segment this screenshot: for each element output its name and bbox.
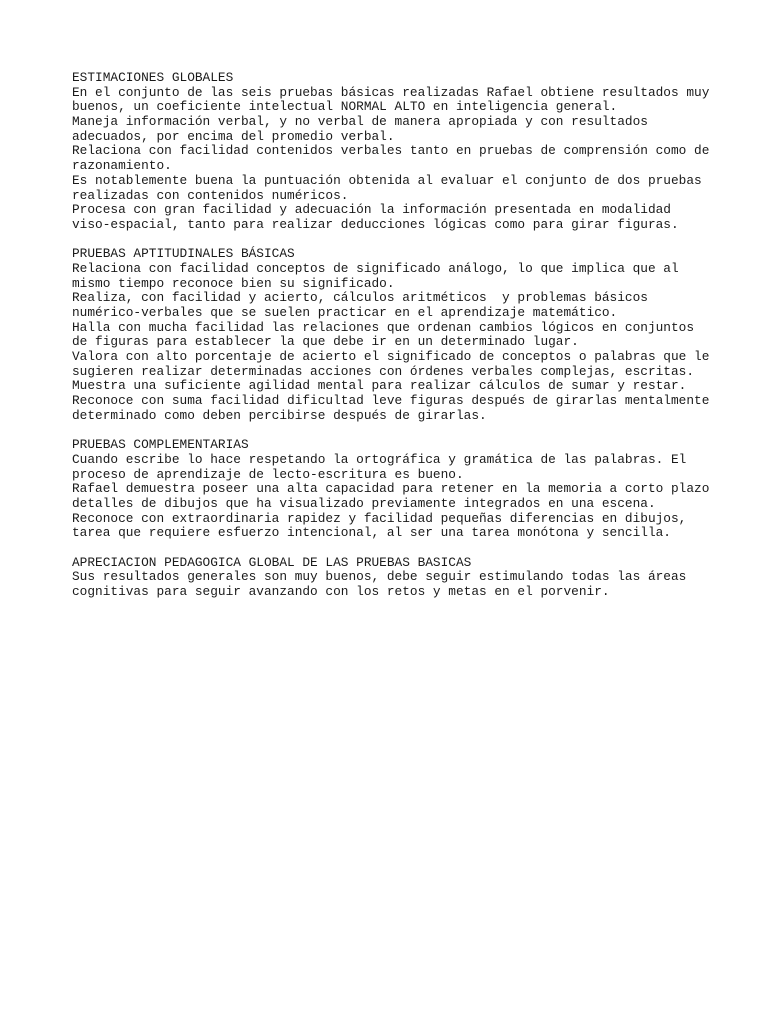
- section-apreciacion-pedagogica: [72, 556, 732, 600]
- paragraph-line: detalles de dibujos que ha visualizado previamente integrados en una escena.: [72, 495, 656, 511]
- section-heading: APRECIACION PEDAGOGICA GLOBAL DE LAS PRUEBAS BASICAS: [72, 554, 472, 570]
- paragraph-line: Reconoce con extraordinaria rapidez y facilidad pequeñas diferencias en dibujos,: [72, 510, 687, 526]
- paragraph-line: Muestra una suficiente agilidad mental para realizar cálculos de sumar y restar.: [72, 378, 687, 394]
- paragraph-line: adecuados, por encima del promedio verbal.: [72, 128, 395, 144]
- paragraph-line: viso-espacial, tanto para realizar deducciones lógicas como para girar figuras.: [72, 216, 679, 232]
- paragraph-line: Maneja información verbal, y no verbal de manera apropiada y con resultados: [72, 114, 648, 130]
- paragraph-line: sugieren realizar determinadas acciones con órdenes verbales complejas, escritas.: [72, 363, 695, 379]
- paragraph-line: razonamiento.: [72, 158, 172, 174]
- section-pruebas-aptitudinales: [72, 247, 732, 423]
- paragraph-line: Halla con mucha facilidad las relaciones que ordenan cambios lógicos en conjuntos: [72, 319, 695, 335]
- paragraph-line: cognitivas para seguir avanzando con los retos y metas en el porvenir.: [72, 584, 610, 600]
- paragraph-line: Valora con alto porcentaje de acierto el significado de conceptos o palabras que le: [72, 349, 710, 365]
- paragraph-line: Relaciona con facilidad contenidos verbales tanto en pruebas de comprensión como de: [72, 143, 710, 159]
- paragraph-line: de figuras para establecer la que debe ir en un determinado lugar.: [72, 334, 579, 350]
- section-heading: ESTIMACIONES GLOBALES: [72, 70, 234, 85]
- section-estimaciones-globales: [72, 71, 732, 233]
- paragraph-line: buenos, un coeficiente intelectual NORMAL ALTO en inteligencia general.: [72, 99, 618, 115]
- paragraph-line: tarea que requiere esfuerzo intencional, al ser una tarea monótona y sencilla.: [72, 525, 671, 541]
- paragraph-line: Rafael demuestra poseer una alta capacidad para retener en la memoria a corto plazo: [72, 481, 710, 497]
- paragraph-line: Sus resultados generales son muy buenos, debe seguir estimulando todas las áreas: [72, 569, 687, 585]
- paragraph-line: mismo tiempo reconoce bien su significado.: [72, 275, 395, 291]
- paragraph-line: Cuando escribe lo hace respetando la ortográfica y gramática de las palabras. El: [72, 451, 687, 467]
- paragraph-line: Reconoce con suma facilidad dificultad leve figuras después de girarlas mentalmente: [72, 393, 710, 409]
- paragraph-line: numérico-verbales que se suelen practicar en el aprendizaje matemático.: [72, 305, 618, 320]
- paragraph-line: Es notablemente buena la puntuación obtenida al evaluar el conjunto de dos pruebas: [72, 172, 702, 188]
- section-heading: PRUEBAS APTITUDINALES BÁSICAS: [72, 246, 295, 262]
- paragraph-line: En el conjunto de las seis pruebas básicas realizadas Rafael obtiene resultados muy: [72, 84, 710, 100]
- document-page: [72, 71, 732, 614]
- paragraph-line: determinado como deben percibirse después de girarlas.: [72, 407, 487, 423]
- paragraph-line: Relaciona con facilidad conceptos de significado análogo, lo que implica que al: [72, 260, 679, 276]
- section-heading: PRUEBAS COMPLEMENTARIAS: [72, 437, 249, 453]
- paragraph-line: realizadas con contenidos numéricos.: [72, 187, 349, 203]
- section-pruebas-complementarias: [72, 438, 732, 541]
- paragraph-line: Procesa con gran facilidad y adecuación la información presentada en modalidad: [72, 202, 671, 218]
- paragraph-line: proceso de aprendizaje de lecto-escritura es bueno.: [72, 466, 464, 482]
- paragraph-line: Realiza, con facilidad y acierto, cálculos aritméticos y problemas básicos: [72, 290, 648, 306]
